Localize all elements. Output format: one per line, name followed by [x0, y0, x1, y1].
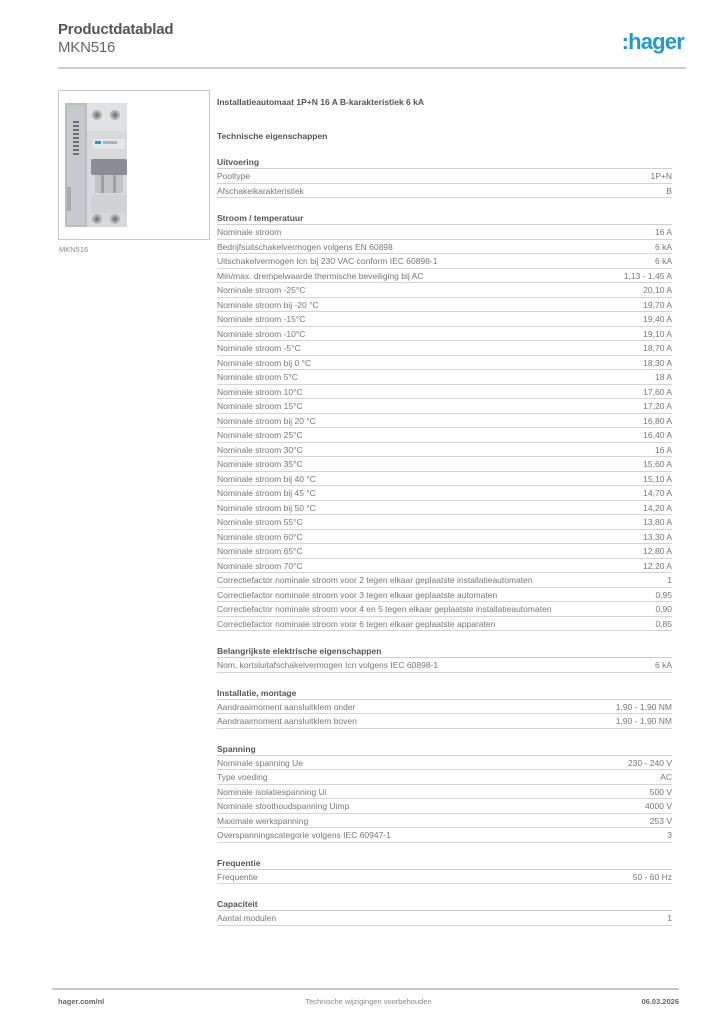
spec-value: 13,30 A [643, 531, 672, 542]
spec-value: AC [660, 772, 672, 782]
spec-row [217, 573, 672, 588]
spec-label: Nominale stroom 25°C [217, 430, 303, 440]
spec-row [217, 602, 672, 617]
group-title: Capaciteit [217, 898, 672, 911]
group-title: Spanning [217, 743, 672, 756]
spec-value: 17,60 A [643, 386, 672, 397]
spec-value: 6 kA [654, 256, 672, 266]
group-title: Uitvoering [217, 156, 672, 169]
spec-row [217, 472, 672, 487]
spec-label: Aandraaimoment aansluitklem onder [217, 701, 356, 712]
product-name: Installatieautomaat 1P+N 16 A B-karakteristiek 6 kA [217, 97, 425, 107]
spec-row [217, 184, 672, 199]
spec-label: Nominale stroom bij 20 °C [217, 415, 316, 426]
specifications [217, 96, 672, 926]
spec-value: 18,70 A [643, 343, 672, 353]
spec-value: 18,30 A [643, 357, 672, 368]
spec-row [217, 756, 672, 771]
spec-row [217, 658, 672, 673]
spec-group [217, 857, 672, 885]
spec-label: Nominale stroom bij 0 °C [217, 357, 312, 368]
spec-value: 16 A [654, 444, 672, 455]
spec-group [217, 156, 672, 198]
spec-label: Nominale stroom bij 45 °C [217, 488, 316, 498]
spec-label: Nominale stroom 35°C [217, 459, 303, 469]
spec-value: 13,80 A [643, 517, 672, 527]
spec-row [217, 617, 672, 632]
spec-label: Nominale stroom -10°C [217, 328, 306, 339]
spec-value: 0,95 [655, 589, 672, 600]
spec-label: Maximale werkspanning [217, 815, 309, 826]
spec-label: Nominale stroom -15°C [217, 314, 306, 324]
spec-row [217, 770, 672, 785]
spec-value: 253 V [649, 815, 672, 826]
spec-label: Nominale stroom 30°C [217, 444, 303, 455]
group-title: Installatie, montage [217, 687, 672, 700]
circuit-breaker-image [65, 99, 129, 231]
spec-value: 0,85 [655, 618, 672, 629]
spec-label: Correctiefactor nominale stroom voor 2 tegen elkaar geplaatste installatieautomaten [217, 575, 533, 585]
image-caption: MKN516 [59, 245, 89, 254]
spec-row [217, 385, 672, 400]
spec-label: Nominale stroom 55°C [217, 517, 303, 527]
spec-value: 18 A [654, 372, 672, 382]
spec-value: 1P+N [650, 171, 672, 181]
spec-label: Nominale stroom 60°C [217, 531, 303, 542]
spec-row [217, 341, 672, 356]
spec-row [217, 530, 672, 545]
spec-value: 16 A [654, 227, 672, 237]
spec-group [217, 645, 672, 673]
spec-label: Overspanningscategorie volgens IEC 60947-1 [217, 830, 391, 840]
spec-value: 15,60 A [643, 459, 672, 469]
spec-label: Nominale stroom bij -20 °C [217, 299, 319, 310]
spec-value: 19,40 A [643, 314, 672, 324]
spec-label: Aandraaimoment aansluitklem boven [217, 716, 357, 726]
website-link[interactable]: hager.com/nl [58, 997, 105, 1006]
spec-row [217, 298, 672, 313]
spec-value: 12,80 A [643, 546, 672, 556]
spec-value: 19,70 A [643, 299, 672, 310]
spec-value: 1 [667, 575, 672, 585]
spec-label: Uitschakelvermogen Icn bij 230 VAC conform IEC 60898-1 [217, 256, 438, 266]
spec-row [217, 544, 672, 559]
spec-row [217, 414, 672, 429]
footer-divider [52, 988, 679, 990]
spec-row [217, 501, 672, 516]
spec-row [217, 254, 672, 269]
spec-row [217, 312, 672, 327]
product-image [58, 90, 210, 240]
spec-row [217, 283, 672, 298]
spec-row [217, 911, 672, 926]
spec-row [217, 457, 672, 472]
spec-value: 500 V [649, 786, 672, 797]
spec-row [217, 799, 672, 814]
spec-value: 1 [667, 913, 672, 923]
spec-value: 12,20 A [643, 560, 672, 571]
spec-value: 14,20 A [643, 502, 672, 513]
spec-label: Correctiefactor nominale stroom voor 3 tegen elkaar geplaatste automaten [217, 589, 498, 600]
spec-value: 4000 V [645, 801, 672, 811]
spec-row [217, 399, 672, 414]
page-header [58, 21, 686, 71]
spec-label: Nominale stroom -25°C [217, 285, 306, 295]
spec-label: Correctiefactor nominale stroom voor 6 tegen elkaar geplaatste apparaten [217, 618, 496, 629]
spec-label: Nominale stroom [217, 227, 282, 237]
spec-label: Pooltype [217, 171, 251, 181]
spec-label: Min/max. drempelwaarde thermische beveiliging bij AC [217, 270, 424, 281]
spec-groups [217, 156, 672, 926]
spec-row [217, 240, 672, 255]
document-title: Productdatablad [58, 21, 174, 38]
spec-value: 1,13 - 1,45 A [623, 270, 672, 281]
spec-value: 1,90 - 1,90 NM [615, 701, 672, 712]
group-title: Frequentie [217, 857, 672, 870]
spec-value: B [666, 185, 672, 196]
spec-label: Correctiefactor nominale stroom voor 4 en 5 tegen elkaar geplaatste installatieautomaten [217, 604, 552, 614]
spec-row [217, 714, 672, 729]
spec-label: Nominale stroom 5°C [217, 372, 298, 382]
spec-value: 17,20 A [643, 401, 672, 411]
spec-group [217, 898, 672, 926]
spec-value: 3 [667, 830, 672, 840]
spec-row [217, 169, 672, 184]
spec-label: Frequentie [217, 871, 258, 882]
spec-row [217, 814, 672, 829]
spec-value: 20,10 A [643, 285, 672, 295]
spec-value: 15,10 A [643, 473, 672, 484]
spec-label: Nominale isolatiespanning Ui [217, 786, 327, 797]
spec-label: Nom. kortsluitafschakelvermogen Icn volgens IEC 60898-1 [217, 660, 439, 670]
spec-label: Nominale stroom 15°C [217, 401, 303, 411]
product-code: MKN516 [58, 39, 116, 56]
spec-label: Nominale stroom 70°C [217, 560, 303, 571]
spec-label: Bedrijfsuitschakelvermogen volgens EN 60898 [217, 241, 393, 252]
hager-logo: :hager [621, 29, 684, 54]
group-title: Stroom / temperatuur [217, 212, 672, 225]
disclaimer: Technische wijzigingen voorbehouden [305, 997, 432, 1006]
spec-group [217, 687, 672, 729]
spec-label: Nominale stroom bij 50 °C [217, 502, 316, 513]
spec-label: Nominale stroom bij 40 °C [217, 473, 316, 484]
spec-row [217, 515, 672, 530]
spec-group [217, 212, 672, 631]
spec-row [217, 356, 672, 371]
spec-value: 14,70 A [643, 488, 672, 498]
spec-label: Nominale stroom 10°C [217, 386, 303, 397]
spec-label: Afschakelkarakteristiek [217, 185, 304, 196]
spec-row [217, 870, 672, 885]
spec-row [217, 327, 672, 342]
spec-row [217, 428, 672, 443]
spec-value: 6 kA [654, 660, 672, 670]
spec-label: Aantal modulen [217, 913, 277, 923]
spec-row [217, 269, 672, 284]
spec-value: 0,90 [655, 604, 672, 614]
spec-row [217, 370, 672, 385]
spec-row [217, 443, 672, 458]
spec-value: 16,80 A [643, 415, 672, 426]
spec-value: 19,10 A [643, 328, 672, 339]
spec-value: 1,90 - 1,90 NM [615, 716, 672, 726]
spec-group [217, 743, 672, 843]
spec-row [217, 588, 672, 603]
spec-label: Nominale stroom 65°C [217, 546, 303, 556]
spec-label: Type voeding [217, 772, 268, 782]
section-title: Technische eigenschappen [217, 131, 328, 141]
spec-label: Nominale stoothoudspanning Uimp [217, 801, 350, 811]
spec-value: 230 - 240 V [628, 757, 672, 768]
spec-row [217, 700, 672, 715]
header-divider [58, 67, 686, 69]
document-date: 06.03.2026 [641, 997, 679, 1006]
spec-value: 16,40 A [643, 430, 672, 440]
group-title: Belangrijkste elektrische eigenschappen [217, 645, 672, 658]
spec-value: 6 kA [654, 241, 672, 252]
spec-row [217, 828, 672, 843]
spec-row [217, 486, 672, 501]
spec-label: Nominale spanning Ue [217, 757, 303, 768]
spec-row [217, 559, 672, 574]
spec-label: Nominale stroom -5°C [217, 343, 301, 353]
spec-row [217, 225, 672, 240]
spec-value: 50 - 60 Hz [632, 871, 672, 882]
spec-row [217, 785, 672, 800]
